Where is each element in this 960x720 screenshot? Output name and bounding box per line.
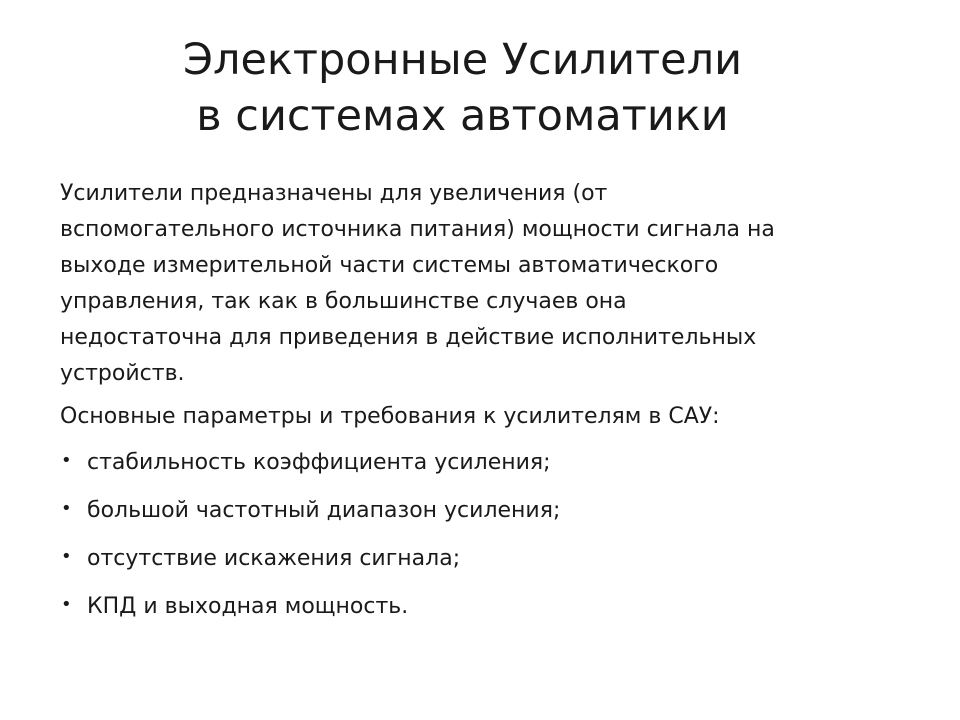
- requirements-intro: Основные параметры и требования к усилителям в САУ:: [60, 404, 720, 429]
- list-item: [60, 589, 930, 625]
- paragraph-line: Усилители предназначены для увеличения (от: [60, 181, 608, 206]
- list-item: [60, 493, 930, 529]
- paragraph-line: вспомогательного источника питания) мощности сигнала на: [60, 217, 775, 242]
- bullet-icon: •: [61, 450, 72, 471]
- bullet-icon: •: [61, 594, 72, 615]
- paragraph-line: управления, так как в большинстве случаев она: [60, 289, 627, 314]
- slide-title: [0, 32, 925, 144]
- list-item-text: КПД и выходная мощность.: [87, 594, 409, 619]
- slide-body: [60, 176, 930, 637]
- paragraph-line: недостаточна для приведения в действие исполнительных: [60, 325, 757, 350]
- body-paragraph: [60, 176, 930, 392]
- bullet-icon: •: [61, 498, 72, 519]
- title-line: в системах автоматики: [196, 91, 729, 141]
- list-item-text: стабильность коэффициента усиления;: [87, 450, 551, 475]
- list-item-text: отсутствие искажения сигнала;: [87, 546, 461, 571]
- paragraph-line: выходе измерительной части системы автоматического: [60, 253, 719, 278]
- title-line: Электронные Усилители: [182, 35, 743, 85]
- bullet-icon: •: [61, 546, 72, 567]
- requirements-list: [60, 445, 930, 625]
- paragraph-line: устройств.: [60, 361, 185, 386]
- list-item: [60, 541, 930, 577]
- list-item-text: большой частотный диапазон усиления;: [87, 498, 561, 523]
- list-item: [60, 445, 930, 481]
